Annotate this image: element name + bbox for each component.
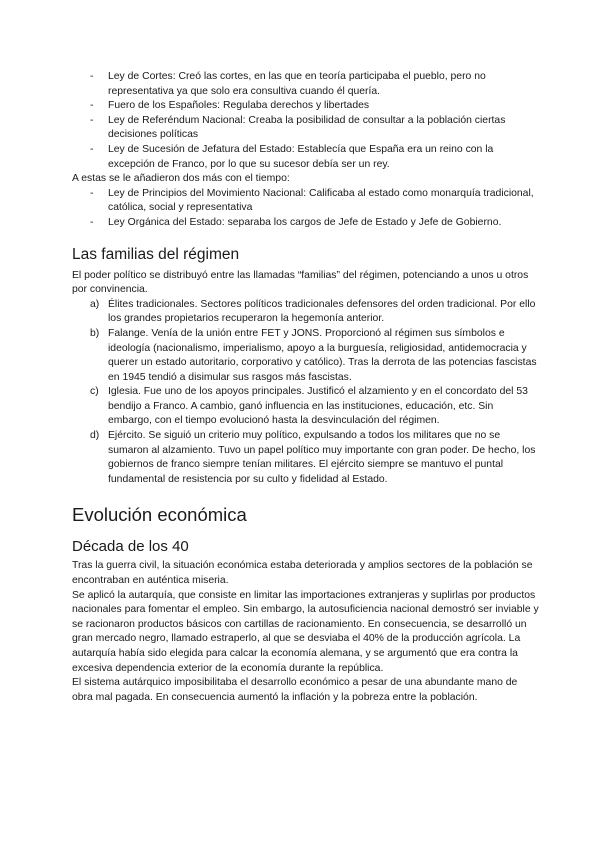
list-item [90, 143, 540, 172]
family-ejercito: Ejército. Se siguió un criterio muy político, expulsando a todos los militares que no se sumaron al alzamiento. Tuvo un papel político muy importante con gran poder. De hecho, los gobiernos de franco siempre tenían militares. El ejército siempre se mantuvo el puntal fundamental de resistencia por su culto y fidelidad al Estado. [108, 430, 536, 485]
law-cortes: Ley de Cortes: Creó las cortes, en las que en teoría participaba el pueblo, pero no representativa ya que solo era consultiva cuando él quería. [108, 71, 486, 97]
list-item [90, 187, 540, 216]
families-intro: El poder político se distribuyó entre las llamadas “familias” del régimen, potenciando a unos u otros por convinencia. [72, 269, 529, 296]
economy-paragraph: El sistema autárquico imposibilitaba el desarrollo económico a pesar de una abundante mano de obra mal pagada. En consecuencia aumentó la inflación y la pobreza entre la población. [72, 677, 518, 703]
law-sucesion: Ley de Sucesión de Jefatura del Estado: Establecía que España era un reino con la excepción de Franco, por lo que su sucesor debía ser un rey. [108, 143, 494, 170]
list-item [90, 114, 540, 143]
family-falange: Falange. Venía de la unión entre FET y JONS. Proporcionó al régimen sus símbolos e ideología (nacionalismo, imperialismo, apoyo a la burguesía, religiosidad, antidemocracia y querer un estado autoritario, corporativo y católico). Tras la derrota de las potencias fascistas en 1945 tendió a disimular sus rasgos más fascistas. [108, 327, 537, 383]
economy-paragraph: Tras la guerra civil, la situación económica estaba deteriorada y amplios sectores de la población se encontraban en auténtica miseria. [72, 560, 533, 587]
families-list [72, 298, 540, 488]
economy-heading: Evolución económica [72, 504, 247, 526]
laws-list [72, 70, 540, 172]
law-principios: Ley de Principios del Movimiento Nacional: Calificaba al estado como monarquía tradicional, católica, social y representativa [108, 187, 534, 214]
list-marker: d) [90, 430, 100, 442]
list-marker: - [90, 216, 94, 228]
list-item [90, 429, 540, 487]
family-elites: Élites tradicionales. Sectores políticos tradicionales defensores del orden tradicional. Por ello los grandes propietarios recuperaron la hegemonía anterior. [108, 298, 536, 325]
list-item [90, 216, 540, 231]
added-laws-list [72, 187, 540, 231]
list-marker: b) [90, 327, 100, 339]
list-marker: a) [90, 298, 100, 310]
law-referendum: Ley de Referéndum Nacional: Creaba la posibilidad de consultar a la población ciertas decisiones políticas [108, 114, 506, 141]
list-marker: - [90, 71, 94, 82]
decade-heading: Década de los 40 [72, 538, 189, 556]
list-item [90, 99, 540, 114]
law-organica: Ley Orgánica del Estado: separaba los cargos de Jefe de Estado y Jefe de Gobierno. [108, 216, 502, 228]
list-marker: - [90, 187, 94, 199]
list-marker: - [90, 143, 94, 155]
list-marker: c) [90, 386, 99, 398]
list-item [90, 385, 540, 429]
economy-paragraph: Se aplicó la autarquía, que consiste en limitar las importaciones extranjeras y suplirlas por productos nacionales para fomentar el empleo. Sin embargo, la autosuficiencia nacional demostró ser inviable y se racionaron productos básicos con cartillas de racionamiento. En consecuencia, se desarrolló un gran mercado negro, llamado estraperlo, al que se desviaba el 40% de la producción agrícola. La autarquía había sido elegida para calcar la economía alemana, y se argumentó que era contra la excesiva dependencia exterior de la economía durante la república. [72, 589, 539, 674]
list-item [90, 327, 540, 385]
list-marker: - [90, 114, 94, 126]
law-fuero: Fuero de los Españoles: Regulaba derechos y libertades [108, 100, 370, 112]
family-iglesia: Iglesia. Fue uno de los apoyos principales. Justificó el alzamiento y en el concordato del 53 bendijo a Franco. A cambio, ganó influencia en las instituciones, educación, etc. Sin embargo, con el tiempo evolucionó hasta la desvinculación del régimen. [108, 386, 528, 427]
added-intro: A estas se le añadieron dos más con el tiempo: [72, 173, 290, 185]
list-marker: - [90, 100, 94, 112]
families-heading: Las familias del régimen [72, 245, 240, 263]
list-item [90, 70, 540, 99]
list-item [90, 298, 540, 327]
